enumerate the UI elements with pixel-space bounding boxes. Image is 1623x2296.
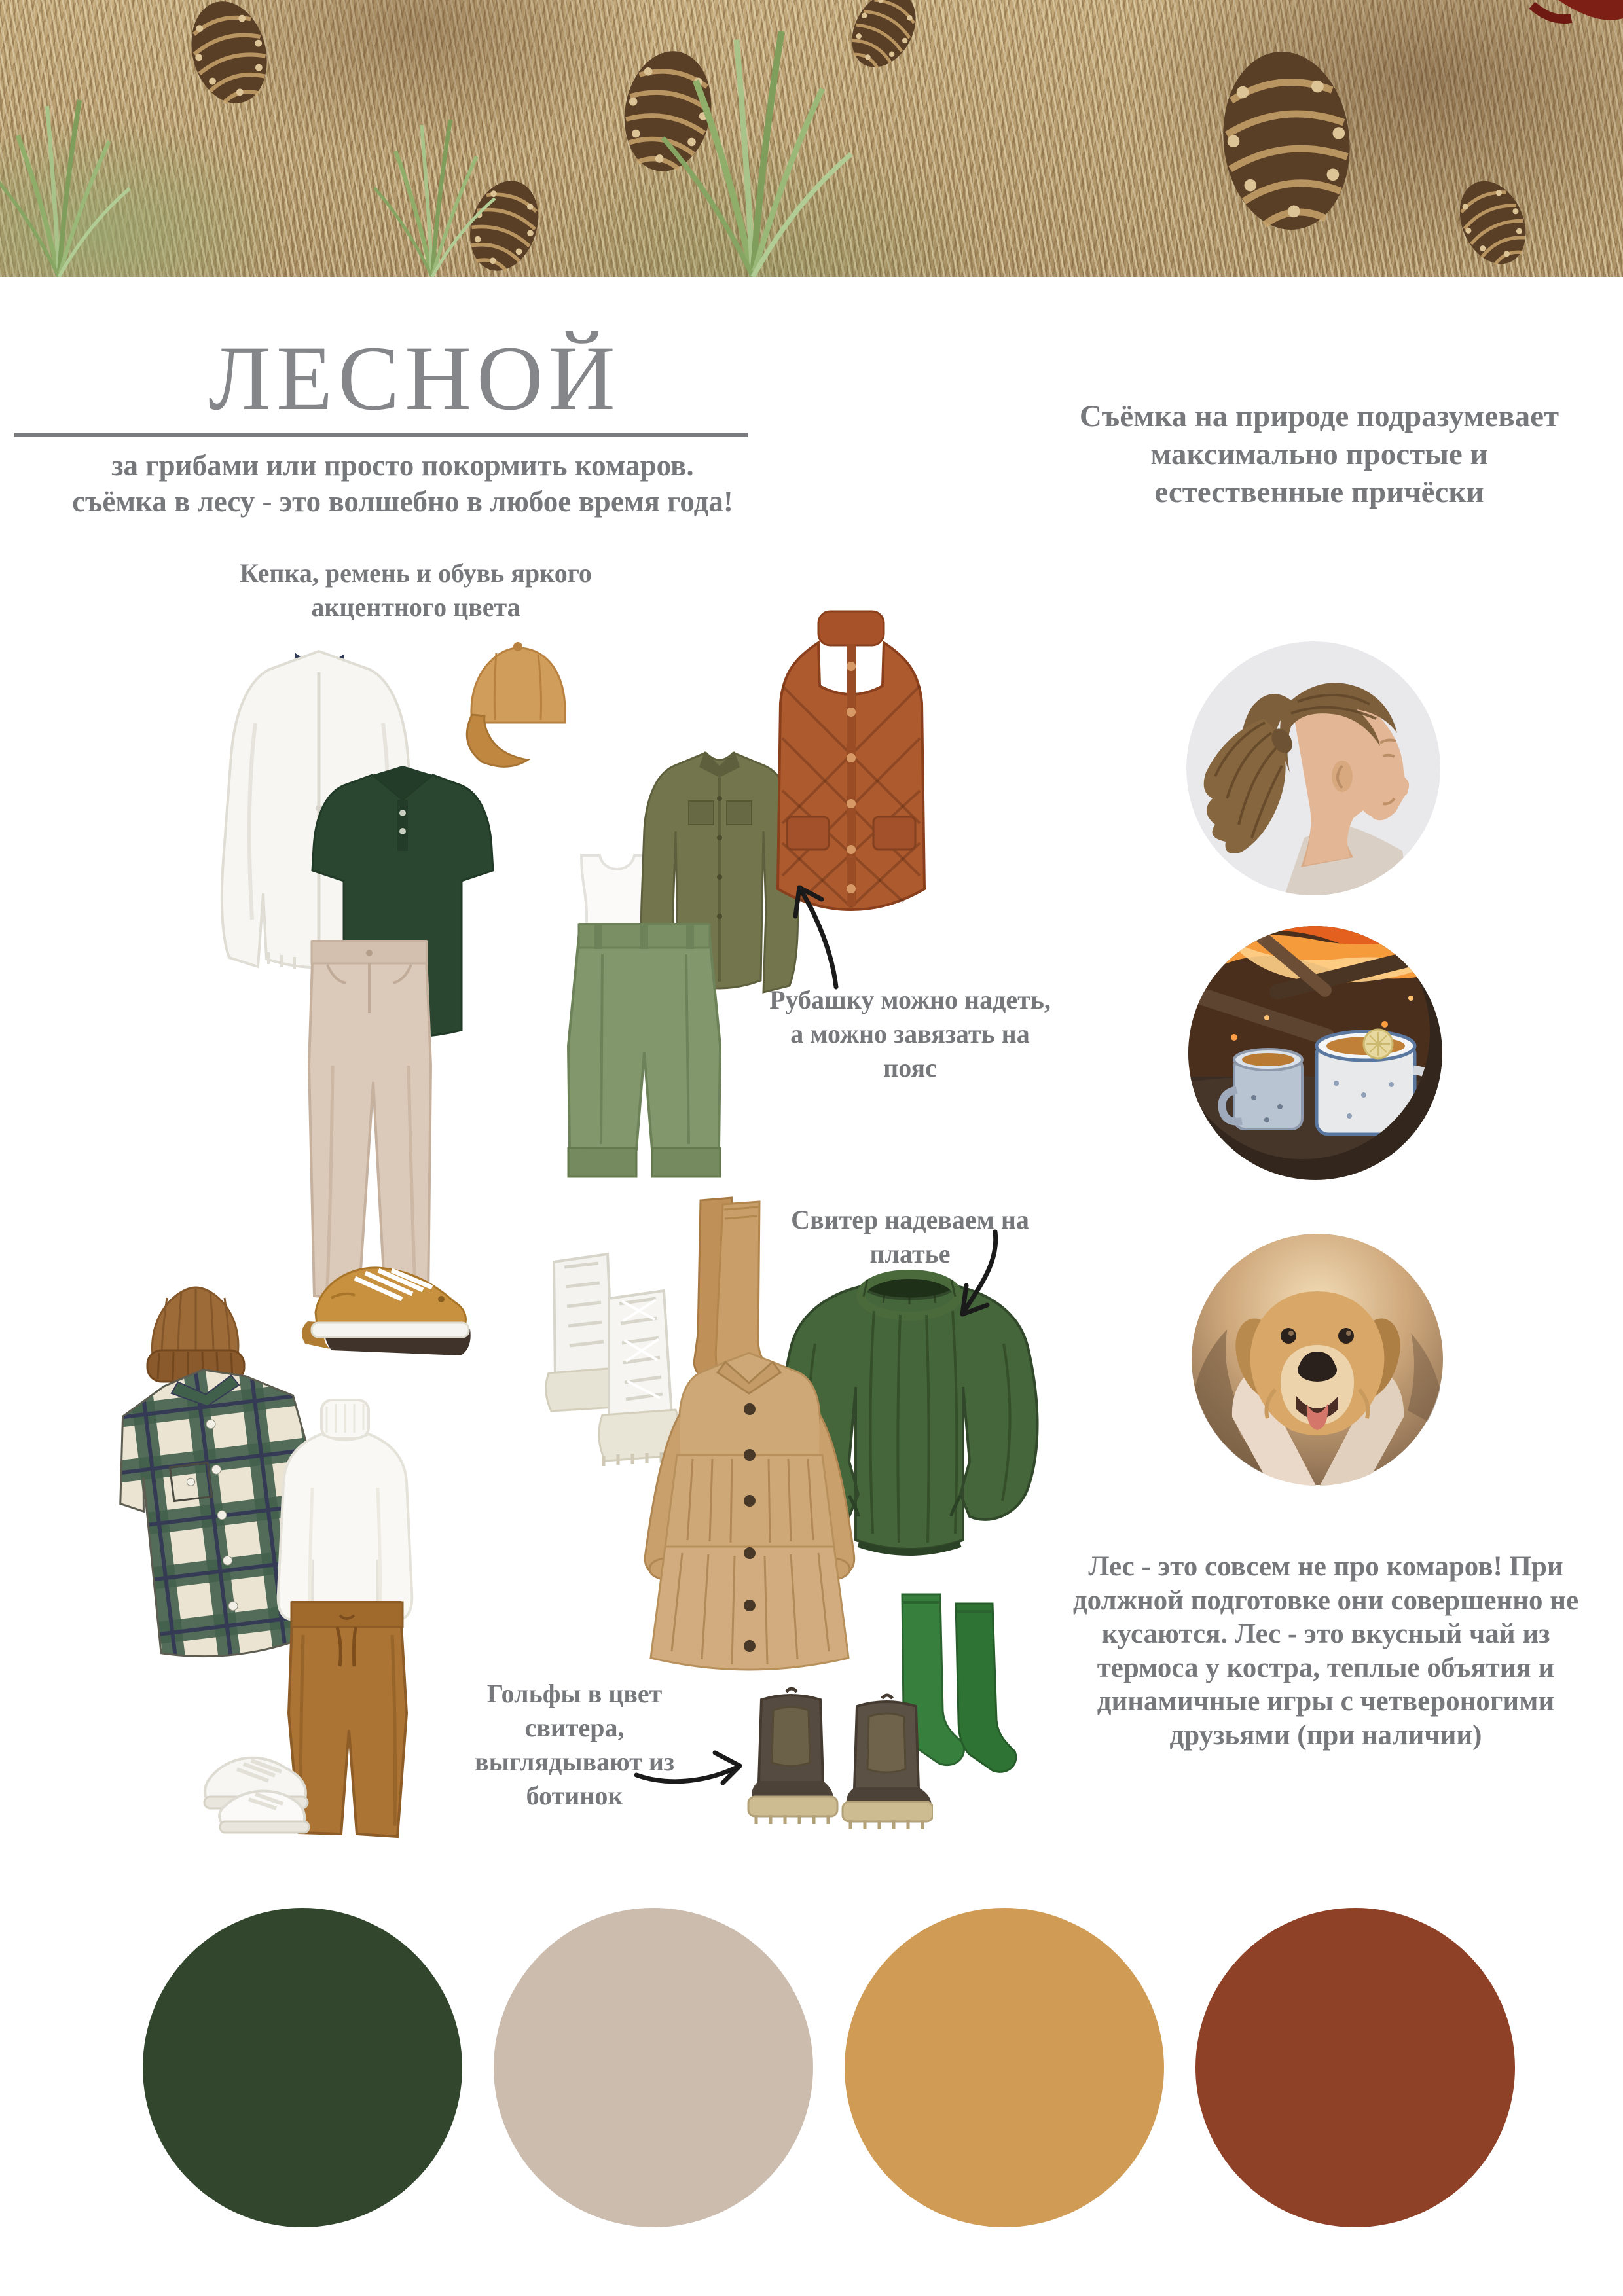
tan-corduroy-dress-image [627,1344,871,1685]
hairstyle-photo [1186,641,1440,895]
campfire-photo [1188,926,1442,1180]
tan-sneakers-image [292,1252,477,1368]
rust-puffer-vest-image [753,607,949,922]
sweater-arrow [951,1225,1013,1323]
camel-cap-image [450,634,578,774]
page-subtitle [0,448,805,520]
socks-arrow [629,1728,750,1787]
shirt-note-line-2: а можно завязать на пояс [790,1019,1030,1083]
page-title: ЛЕСНОЙ [208,327,621,429]
shirt-note [763,983,1057,1085]
palette-swatch-camel [845,1908,1164,2227]
title-underline [14,433,748,437]
shirt-arrow [789,876,854,994]
sweater-note-line-2: платье [869,1239,951,1268]
socks-note: Гольфы в цвет свитера, выглядывают из ботинок [475,1679,674,1810]
sage-shorts-image [555,915,733,1191]
sweater-note-line-1: Свитер надеваем на [791,1205,1029,1234]
palette-swatch-forest-green [143,1908,462,2227]
palette-swatch-rust-brown [1195,1908,1515,2227]
white-sneakers-image [189,1743,319,1848]
accent-items-note: Кепка, ремень и обувь яркого акцентного цвета [240,558,592,622]
shirt-note-line-1: Рубашку можно надеть, [769,985,1051,1014]
forest-floor-banner-photo [0,0,1623,277]
right-column-heading: Съёмка на природе подразумевает максимально простые и естественные причёски [1079,399,1559,509]
palette-swatch-warm-beige [494,1908,813,2227]
subtitle-line-2: съёмка в лесу - это волшебно в любое время года! [72,484,733,518]
banner-decor [0,0,1623,277]
dog-photo [1192,1234,1444,1486]
forest-paragraph: Лес - это совсем не про комаров! При должной подготовке они совершенно не кусаются. Лес - это вкусный чай из термоса у костра, теплые объятия и динамичные игры с четвероногими друзьями (при наличии) [1072,1551,1579,1751]
subtitle-line-1: за грибами или просто покормить комаров. [111,449,694,482]
brown-boots-image [742,1684,933,1833]
